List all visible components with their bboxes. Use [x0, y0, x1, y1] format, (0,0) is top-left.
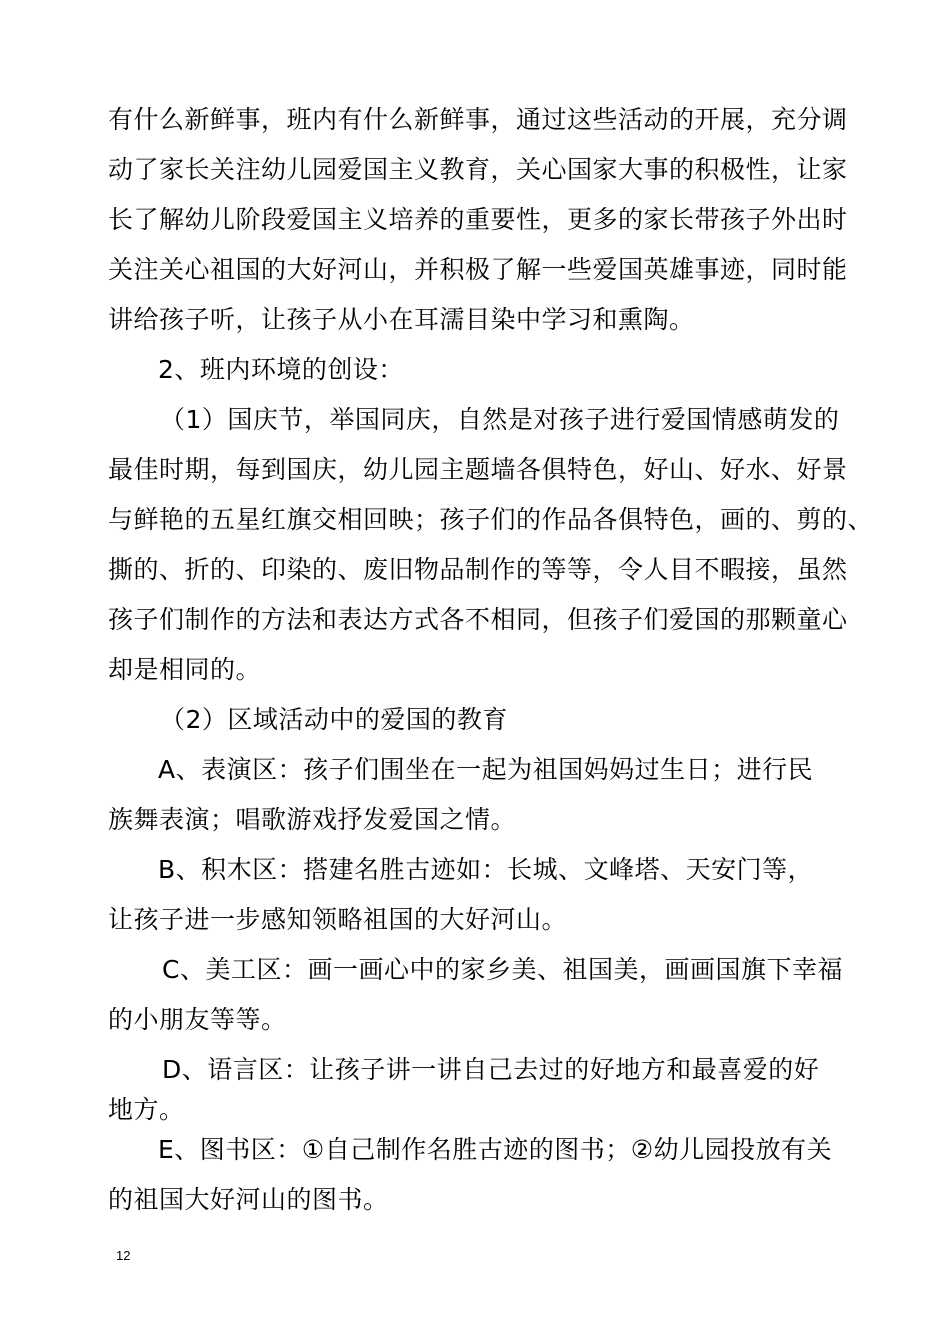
paragraph-line: 动了家长关注幼儿园爱国主义教育，关心国家大事的积极性，让家 [108, 155, 848, 184]
list-item-a: A、表演区：孩子们围坐在一起为祖国妈妈过生日；进行民 [158, 755, 814, 784]
list-item-a-continued: 族舞表演；唱歌游戏抒发爱国之情。 [108, 805, 517, 834]
page-number: 12 [116, 1248, 131, 1263]
paragraph-line: 却是相同的。 [108, 655, 262, 684]
paragraph-line: 撕的、折的、印染的、废旧物品制作的等等，令人目不暇接，虽然 [108, 555, 848, 584]
list-item-d-continued: 地方。 [108, 1095, 185, 1124]
list-item-c: C、美工区：画一画心中的家乡美、祖国美，画画国旗下幸福 [162, 955, 843, 984]
list-item-d: D、语言区：让孩子讲一讲自己去过的好地方和最喜爱的好 [162, 1055, 820, 1084]
subsection-line: （1）国庆节，举国同庆，自然是对孩子进行爱国情感萌发的 [160, 405, 840, 434]
paragraph-line: 关注关心祖国的大好河山，并积极了解一些爱国英雄事迹，同时能 [108, 255, 848, 284]
paragraph-line: 最佳时期，每到国庆，幼儿园主题墙各俱特色，好山、好水、好景 [108, 455, 848, 484]
paragraph-line: 长了解幼儿阶段爱国主义培养的重要性，更多的家长带孩子外出时 [108, 205, 848, 234]
list-item-b-continued: 让孩子进一步感知领略祖国的大好河山。 [108, 905, 568, 934]
paragraph-line: 讲给孩子听，让孩子从小在耳濡目染中学习和熏陶。 [108, 305, 695, 334]
subsection-heading: （2）区域活动中的爱国的教育 [160, 705, 508, 734]
paragraph-line: 孩子们制作的方法和表达方式各不相同，但孩子们爱国的那颗童心 [108, 605, 848, 634]
list-item-e: E、图书区：①自己制作名胜古迹的图书；②幼儿园投放有关 [158, 1135, 833, 1164]
list-item-b: B、积木区：搭建名胜古迹如：长城、文峰塔、天安门等， [158, 855, 814, 884]
section-heading: 2、班内环境的创设： [158, 355, 404, 384]
paragraph-line: 有什么新鲜事，班内有什么新鲜事，通过这些活动的开展，充分调 [108, 105, 848, 134]
list-item-e-continued: 的祖国大好河山的图书。 [108, 1185, 389, 1214]
paragraph-line: 与鲜艳的五星红旗交相回映；孩子们的作品各俱特色，画的、剪的、 [108, 505, 874, 534]
list-item-c-continued: 的小朋友等等。 [108, 1005, 287, 1034]
